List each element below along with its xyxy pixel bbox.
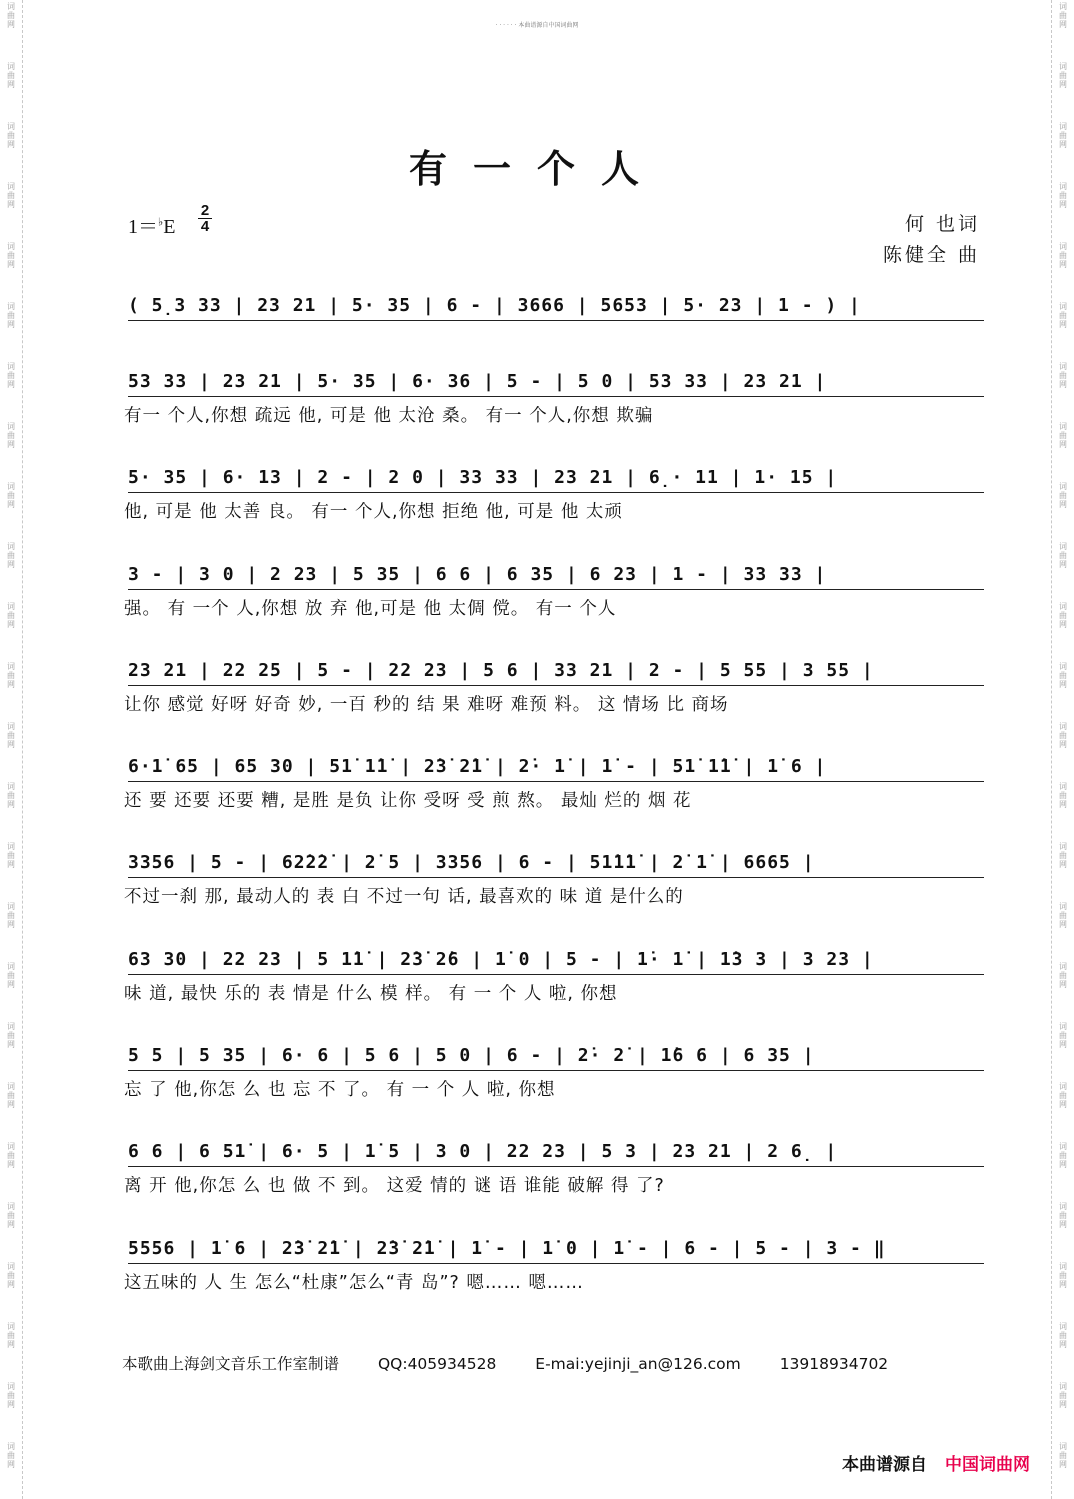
left-watermark-strip [0, 0, 23, 1499]
melody-line [128, 849, 984, 883]
time-signature [198, 203, 212, 234]
watermark-text: 词 曲 网 [7, 722, 15, 749]
melody-notes: 3 - | 3 0 | 2 23 | 5 35 | 6 6 | 6 35 | 6 23 | 1 - | 33 33 | [128, 561, 984, 590]
watermark-text: 词 曲 网 [7, 662, 15, 689]
watermark-text: 词 曲 网 [1059, 1442, 1067, 1469]
source-label: 本曲谱源自 [842, 1455, 927, 1475]
melody-line [128, 946, 984, 980]
watermark-text: 词 曲 网 [1059, 422, 1067, 449]
melody-line [128, 561, 984, 595]
melody-notes: 5· 35 | 6· 13 | 2 - | 2 0 | 33 33 | 23 21 | 6̣· 11 | 1· 15 | [128, 464, 984, 493]
lyric-line: 忘 了 他,你怎 么 也 忘 不 了。 有 一 个 人 啦, 你想 [124, 1080, 556, 1100]
watermark-text: 词 曲 网 [1059, 542, 1067, 569]
lyric-line: 不过一刹 那, 最动人的 表 白 不过一句 话, 最喜欢的 味 道 是什么的 [124, 887, 684, 907]
watermark-text: 词 曲 网 [7, 422, 15, 449]
source-site-link[interactable]: 中国词曲网 [945, 1455, 1030, 1475]
melody-line [128, 1235, 984, 1269]
lyric-line: 离 开 他,你怎 么 也 做 不 到。 这爱 情的 谜 语 谁能 破解 得 了? [124, 1176, 665, 1196]
melody-notes: 63 30 | 22 23 | 5 1̇1̇ | 2̇3̇ 2̇6 | 1̇ 0 | 5 - | 1̇· 1̇ | 1̇3 3 | 3 23 | [128, 946, 984, 975]
watermark-text: 词 曲 网 [7, 602, 15, 629]
watermark-text: 词 曲 网 [1059, 1262, 1067, 1289]
email-text: E-mai:yejinji_an@126.com [535, 1355, 741, 1373]
watermark-text: 词 曲 网 [7, 182, 15, 209]
watermark-text: 词 曲 网 [1059, 722, 1067, 749]
watermark-text: 词 曲 网 [1059, 602, 1067, 629]
lyric-line: 还 要 还要 还要 糟, 是胜 是负 让你 受呀 受 煎 熬。 最灿 烂的 烟 花 [124, 791, 692, 811]
key-signature [128, 210, 175, 239]
watermark-text: 词 曲 网 [7, 242, 15, 269]
watermark-text: 词 曲 网 [7, 962, 15, 989]
melody-notes: 6 6 | 6 51̇ | 6· 5 | 1̇ 5 | 3 0 | 22 23 | 5 3 | 23 21 | 2 6̣ | [128, 1138, 984, 1167]
watermark-text: 词 曲 网 [7, 62, 15, 89]
watermark-text: 词 曲 网 [1059, 1202, 1067, 1229]
lyric-line: 这五味的 人 生 怎么“杜康”怎么“青 岛”? 嗯…… 嗯…… [124, 1273, 584, 1293]
melody-notes: 5 5 | 5 35 | 6· 6 | 5 6 | 5 0 | 6 - | 2̇· 2̇ | 1̇6 6 | 6 35 | [128, 1042, 984, 1071]
melody-line [128, 1138, 984, 1172]
melody-line [128, 1042, 984, 1076]
right-watermark-strip [1051, 0, 1074, 1499]
watermark-text: 词 曲 网 [1059, 302, 1067, 329]
header-note: · · · · · · 本曲谱源自中国词曲网 [495, 22, 579, 29]
song-title: 有一个人 [408, 146, 665, 191]
watermark-text: 词 曲 网 [1059, 1082, 1067, 1109]
watermark-text: 词 曲 网 [1059, 842, 1067, 869]
watermark-text: 词 曲 网 [7, 1082, 15, 1109]
watermark-text: 词 曲 网 [7, 302, 15, 329]
watermark-text: 词 曲 网 [7, 1382, 15, 1409]
lyric-line: 他, 可是 他 太善 良。 有一 个人,你想 拒绝 他, 可是 他 太顽 [124, 502, 623, 522]
watermark-text: 词 曲 网 [1059, 1022, 1067, 1049]
melody-notes: 6·1̇ 65 | 65 30 | 51̇ 1̇1̇ | 2̇3̇ 2̇1̇ | 2̇· 1̇ | 1̇ - | 51̇ 1̇1̇ | 1̇ 6 | [128, 753, 984, 782]
watermark-text: 词 曲 网 [1059, 962, 1067, 989]
watermark-text: 词 曲 网 [7, 122, 15, 149]
watermark-text: 词 曲 网 [1059, 902, 1067, 929]
watermark-text: 词 曲 网 [7, 482, 15, 509]
lyric-line: 强。 有 一个 人,你想 放 弃 他,可是 他 太倜 傥。 有一 个人 [124, 599, 617, 619]
watermark-text: 词 曲 网 [1059, 182, 1067, 209]
footer [122, 1352, 922, 1374]
watermark-text: 词 曲 网 [7, 1202, 15, 1229]
melody-notes: 23 21 | 22 25 | 5 - | 22 23 | 5 6 | 33 21 | 2 - | 5 55 | 3 55 | [128, 657, 984, 686]
watermark-text: 词 曲 网 [1059, 122, 1067, 149]
watermark-text: 词 曲 网 [7, 1142, 15, 1169]
watermark-text: 词 曲 网 [7, 782, 15, 809]
key-note: E [163, 216, 176, 238]
melody-line [128, 753, 984, 787]
phone-text: 13918934702 [779, 1355, 889, 1373]
watermark-text: 词 曲 网 [1059, 782, 1067, 809]
melody-notes: 53 33 | 23 21 | 5· 35 | 6· 36 | 5 - | 5 0 | 53 33 | 23 21 | [128, 368, 984, 397]
lyric-line: 味 道, 最快 乐的 表 情是 什么 模 样。 有 一 个 人 啦, 你想 [124, 984, 618, 1004]
melody-line [128, 464, 984, 498]
watermark-text: 词 曲 网 [7, 842, 15, 869]
melody-notes: 5556 | 1̇ 6 | 2̇3̇ 2̇1̇ | 2̇3̇ 2̇1̇ | 1̇ - | 1̇ 0 | 1̇ - | 6 - | 5 - | 3 - ‖ [128, 1235, 984, 1264]
composer-credit: 陈健全 曲 [882, 244, 980, 266]
watermark-text: 词 曲 网 [7, 542, 15, 569]
melody-line [128, 368, 984, 402]
watermark-text: 词 曲 网 [1059, 482, 1067, 509]
watermark-text: 词 曲 网 [7, 362, 15, 389]
watermark-text: 词 曲 网 [7, 2, 15, 29]
key-prefix: 1＝ [128, 216, 158, 238]
watermark-text: 词 曲 网 [1059, 62, 1067, 89]
watermark-text: 词 曲 网 [1059, 1142, 1067, 1169]
watermark-text: 词 曲 网 [7, 1442, 15, 1469]
watermark-text: 词 曲 网 [1059, 362, 1067, 389]
lyric-line: 有一 个人,你想 疏远 他, 可是 他 太沧 桑。 有一 个人,你想 欺骗 [124, 406, 654, 426]
flat-sign: ♭ [158, 216, 164, 229]
melody-notes: 3356 | 5 - | 62̇2̇2̇ | 2̇ 5 | 3356 | 6 - | 51̇1̇1̇ | 2̇ 1̇ | 6665 | [128, 849, 984, 878]
watermark-text: 词 曲 网 [7, 1322, 15, 1349]
melody-notes: ( 5̣3 33 | 23 21 | 5· 35 | 6 - | 3666 | 5653 | 5· 23 | 1 - ) | [128, 292, 984, 321]
watermark-text: 词 曲 网 [1059, 1382, 1067, 1409]
watermark-text: 词 曲 网 [1059, 1322, 1067, 1349]
watermark-text: 词 曲 网 [7, 902, 15, 929]
melody-line [128, 657, 984, 691]
watermark-text: 词 曲 网 [1059, 2, 1067, 29]
studio-text: 本歌曲上海剑文音乐工作室制谱 [122, 1355, 340, 1373]
time-bottom: 4 [198, 218, 212, 234]
watermark-text: 词 曲 网 [7, 1262, 15, 1289]
lyricist-credit: 何 也词 [904, 213, 980, 235]
watermark-text: 词 曲 网 [7, 1022, 15, 1049]
lyric-line: 让你 感觉 好呀 好奇 妙, 一百 秒的 结 果 难呀 难预 料。 这 情场 比 商场 [124, 695, 729, 715]
watermark-text: 词 曲 网 [1059, 662, 1067, 689]
time-top: 2 [200, 202, 210, 219]
melody-line [128, 292, 984, 326]
watermark-text: 词 曲 网 [1059, 242, 1067, 269]
qq-text: QQ:405934528 [377, 1355, 497, 1373]
source-credit [842, 1450, 1030, 1475]
